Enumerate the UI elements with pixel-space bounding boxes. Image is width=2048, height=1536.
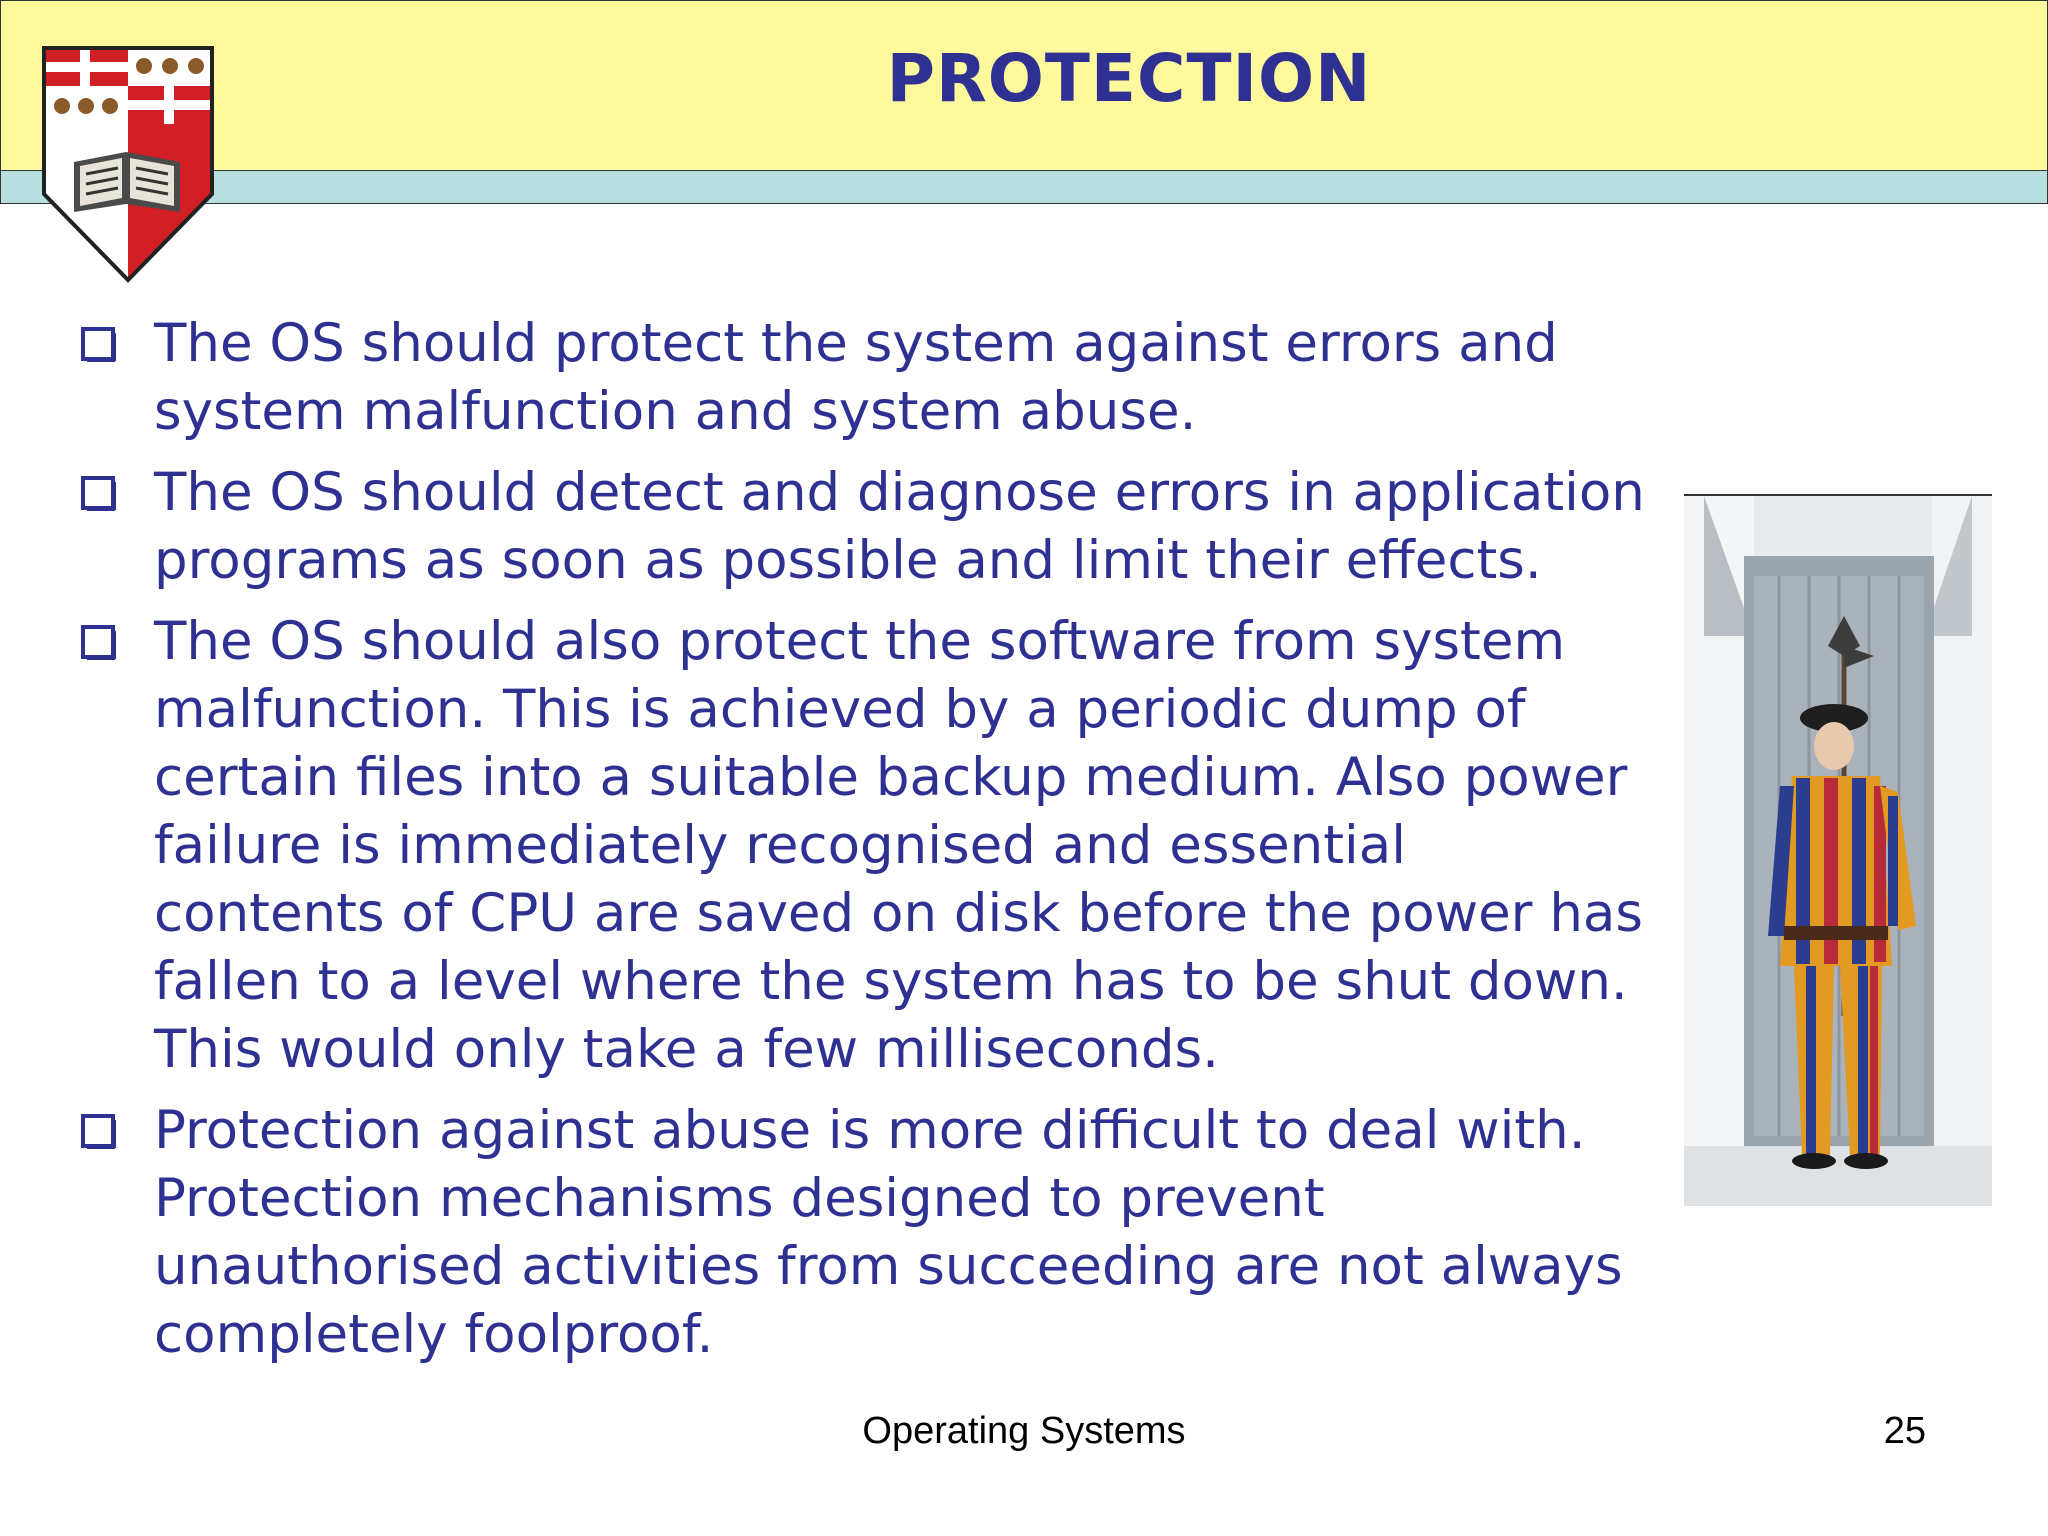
hollow-square-icon bbox=[80, 326, 116, 362]
bullet-item bbox=[78, 1097, 1648, 1369]
hollow-square-icon bbox=[80, 1113, 116, 1149]
bullet-text: Protection against abuse is more difficult to deal with. Protection mechanisms designed to prevent unauthorised activities from succeeding are not always completely foolproof. bbox=[154, 1100, 1623, 1365]
page-number: 25 bbox=[1883, 1410, 1926, 1452]
bullet-item bbox=[78, 608, 1648, 1084]
bullet-list bbox=[78, 310, 1648, 1382]
footer-course-label: Operating Systems bbox=[862, 1410, 1186, 1452]
bullet-text: The OS should also protect the software from system malfunction. This is achieved by a periodic dump of certain files into a suitable backup medium. Also power failure is immediately recognised and essential contents of CPU are saved on disk before the power has fallen to a level where the system has to be shut down. This would only take a few milliseconds. bbox=[154, 611, 1643, 1080]
university-crest-logo bbox=[40, 44, 216, 284]
bullet-item bbox=[78, 459, 1648, 595]
bullet-item bbox=[78, 310, 1648, 446]
bullet-text: The OS should detect and diagnose errors in application programs as soon as possible and limit their effects. bbox=[154, 462, 1645, 591]
slide-title: PROTECTION bbox=[886, 40, 1372, 117]
bullet-text: The OS should protect the system against errors and system malfunction and system abuse. bbox=[154, 313, 1558, 442]
header-accent-bar bbox=[0, 170, 2048, 204]
hollow-square-icon bbox=[80, 624, 116, 660]
swiss-guard-photo bbox=[1684, 494, 1992, 1206]
hollow-square-icon bbox=[80, 475, 116, 511]
